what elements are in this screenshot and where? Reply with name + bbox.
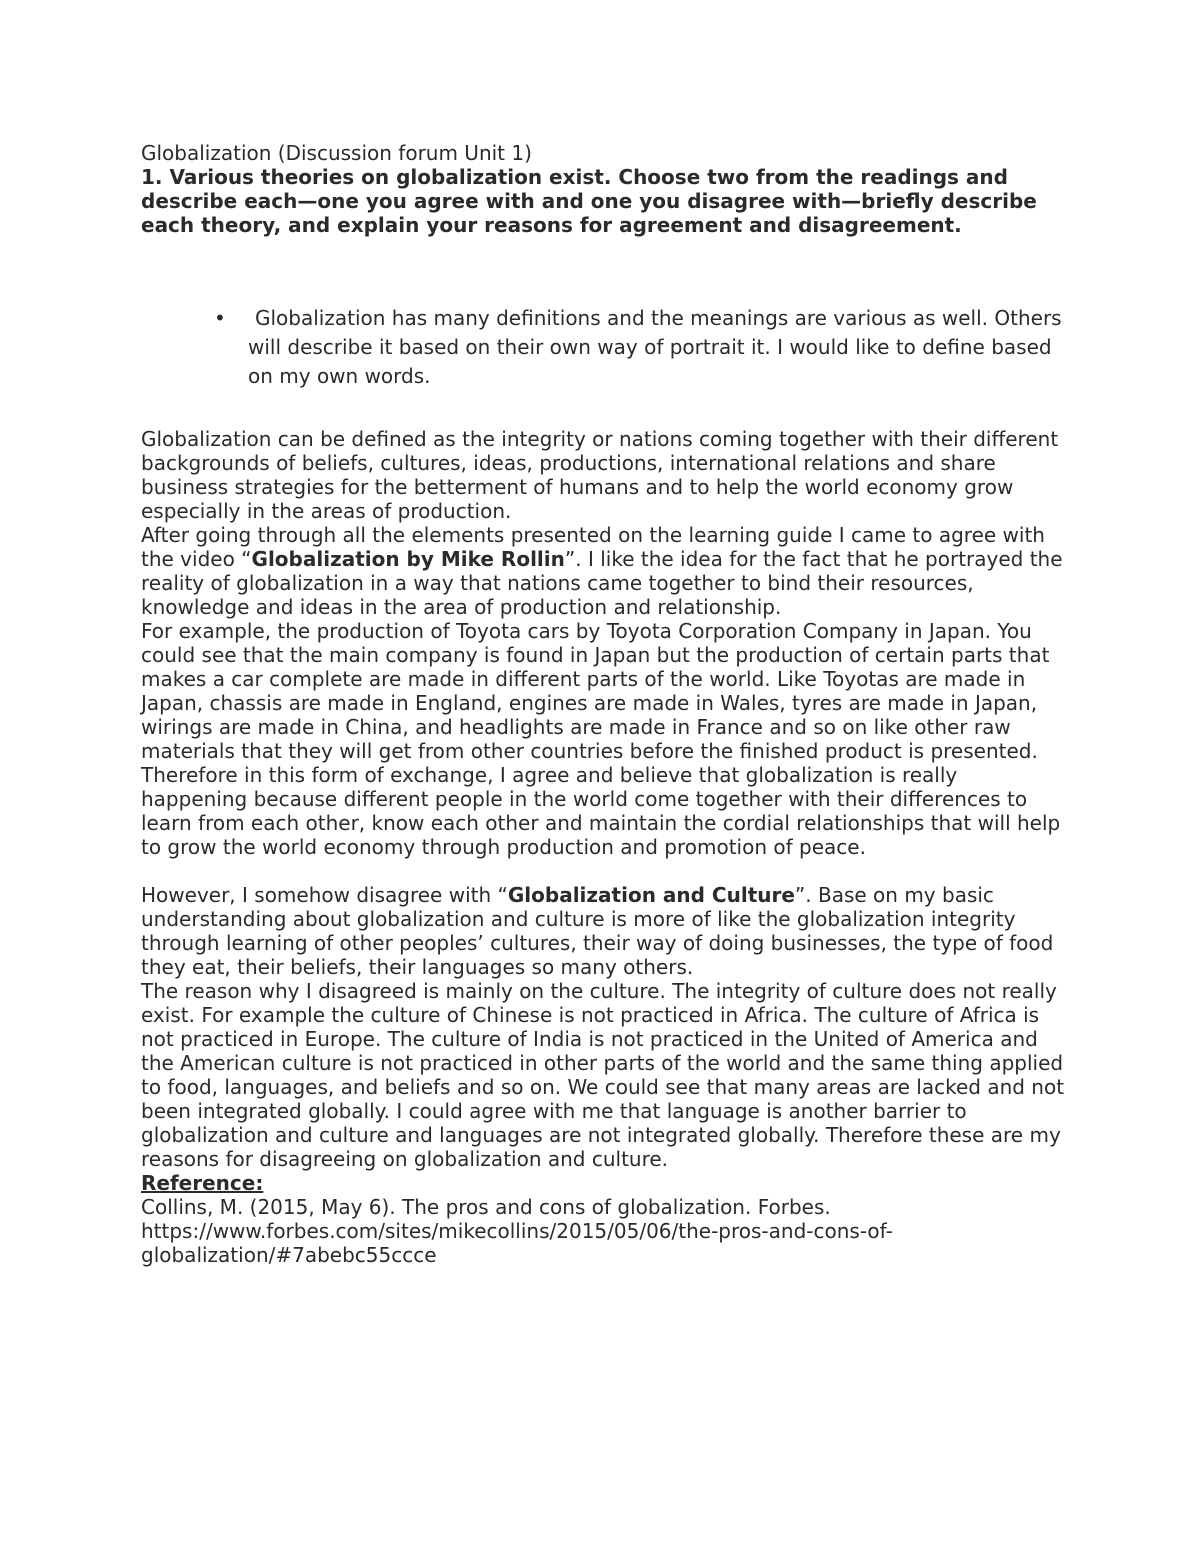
reference-url[interactable]: https://www.forbes.com/sites/mikecollins/2015/05/06/the-pros-and-cons-of-globalization/#7abebc55ccce	[141, 1219, 893, 1267]
reference-heading: Reference:	[141, 1171, 264, 1195]
paragraph-agree-text-2: ”. I like the idea for the fact that he portrayed the reality of globalization in a way that nations came together to bind their resources, knowledge and ideas in the area of production and relationship.	[141, 547, 1063, 619]
paragraph-disagree-topic: Globalization and Culture	[507, 883, 795, 907]
bullet-list	[141, 304, 1066, 391]
paragraph-disagree	[141, 883, 1066, 979]
question-prompt: 1. Various theories on globalization exist. Choose two from the readings and describe each—one you agree with and one you disagree with—briefly describe each theory, and explain your reasons for agreement and disagreement.	[141, 165, 1037, 237]
paragraph-agree	[141, 523, 1066, 619]
bullet-item	[141, 304, 1066, 391]
paragraph-disagree-text-1: However, I somehow disagree with “	[141, 883, 508, 907]
paragraph-disagree-text-2: ”. Base on my basic understanding about globalization and culture is more of like the globalization integrity through learning of other peoples’ cultures, their way of doing businesses, the type of food they eat, their beliefs, their languages so many others.	[141, 883, 1054, 979]
bullet-marker: •	[214, 306, 226, 330]
paragraph-reason: The reason why I disagreed is mainly on the culture. The integrity of culture does not really exist. For example the culture of Chinese is not practiced in Africa. The culture of Africa is not practiced in Europe. The culture of India is not practiced in the United of America and the American culture is not practiced in other parts of the world and the same thing applied to food, languages, and beliefs and so on. We could see that many areas are lacked and not been integrated globally. I could agree with me that language is another barrier to globalization and culture and languages are not integrated globally. Therefore these are my reasons for disagreeing on globalization and culture.	[141, 979, 1065, 1171]
paragraph-agree-video-title: Globalization by Mike Rollin	[251, 547, 565, 571]
paragraph-agree-text-1: After going through all the elements presented on the learning guide I came to agree with the video “	[141, 523, 1045, 571]
paragraph-definition: Globalization can be defined as the integrity or nations coming together with their different backgrounds of beliefs, cultures, ideas, productions, international relations and share business strategies for the betterment of humans and to help the world economy grow especially in the areas of production.	[141, 427, 1059, 523]
paragraph-example: For example, the production of Toyota cars by Toyota Corporation Company in Japan. You could see that the main company is found in Japan but the production of certain parts that makes a car complete are made in different parts of the world. Like Toyotas are made in Japan, chassis are made in England, engines are made in Wales, tyres are made in Japan, wirings are made in China, and headlights are made in France and so on like other raw materials that they will get from other countries before the finished product is presented. Therefore in this form of exchange, I agree and believe that globalization is really happening because different people in the world come together with their differences to learn from each other, know each other and maintain the cordial relationships that will help to grow the world economy through production and promotion of peace.	[141, 619, 1061, 859]
document-page	[141, 141, 1066, 1267]
bullet-text: Globalization has many definitions and the meanings are various as well. Others will describe it based on their own way of portrait it. I would like to define based on my own words.	[248, 306, 1062, 388]
reference-citation: Collins, M. (2015, May 6). The pros and cons of globalization. Forbes.	[141, 1195, 831, 1219]
document-title: Globalization (Discussion forum Unit 1)	[141, 141, 532, 165]
